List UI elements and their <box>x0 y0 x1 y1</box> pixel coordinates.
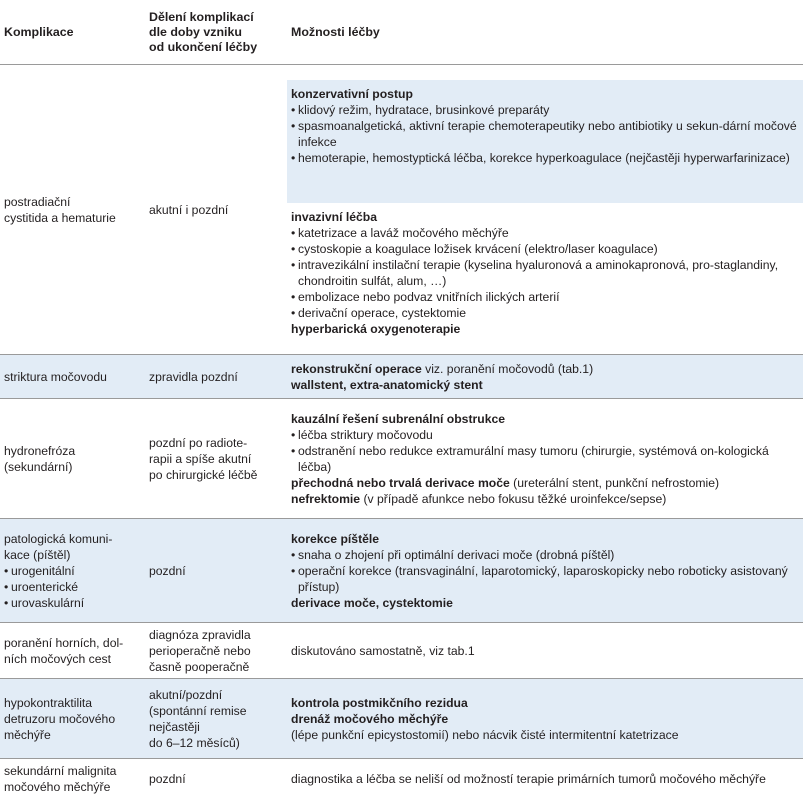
cell-treatment: diagnostika a léčba se neliší od možností terapie primárních tumorů močového měchýře <box>287 759 803 799</box>
header-row <box>0 0 803 65</box>
text-line <box>291 491 799 507</box>
text-line: nejčastěji <box>149 719 200 734</box>
text-normal: (ureterální stent, punkční nefrostomie) <box>509 475 720 490</box>
list-item-text: operační korekce (transvaginální, laparotomický, laparoskopicky nebo roboticky asistovaný přístup) <box>298 563 788 594</box>
text-line: ních močových cest <box>4 651 112 666</box>
cell-timing <box>145 679 287 759</box>
cell-timing: akutní i pozdní <box>145 65 287 355</box>
table-row <box>0 759 803 799</box>
section-title: drenáž močového měchýře <box>291 711 449 726</box>
list-item-text: embolizace nebo podvaz vnitřních ilických arterií <box>298 289 560 304</box>
cell-complication <box>0 65 145 355</box>
bullet-icon: • <box>291 289 296 304</box>
list-item-text: snaha o zhojení při optimální derivaci moče (drobná píštěl) <box>298 547 615 562</box>
text-line: rapii a spíše akutní <box>149 451 252 466</box>
bullet-icon: • <box>291 257 296 272</box>
list-item-text: léčba striktury močovodu <box>298 427 433 442</box>
text-line: do 6–12 měsíců) <box>149 735 240 750</box>
text-line: sekundární malignita <box>4 763 117 778</box>
header-deleni-line: dle doby vzniku <box>149 24 242 39</box>
cell-treatment <box>287 355 803 399</box>
section-title: kauzální řešení subrenální obstrukce <box>291 411 506 426</box>
text-line: (sekundární) <box>4 459 73 474</box>
list-item <box>291 289 799 305</box>
bullet-icon: • <box>291 305 296 320</box>
list-item <box>4 595 141 611</box>
list-item-text: spasmoanalgetická, aktivní terapie chemoterapeutiky nebo antibiotiky u sekun-dární močové infekce <box>298 118 797 149</box>
text-line: poranění horních, dol- <box>4 635 124 650</box>
cell-complication <box>0 623 145 679</box>
cell-complication <box>0 519 145 623</box>
list-item <box>291 241 799 257</box>
text-line: kace (píštěl) <box>4 547 71 562</box>
list-item-text: katetrizace a laváž močového měchýře <box>298 225 509 240</box>
list-item <box>291 225 799 241</box>
table-row <box>0 623 803 679</box>
header-deleni <box>145 0 287 65</box>
bullet-icon: • <box>4 563 9 578</box>
text-line: měchýře <box>4 727 51 742</box>
bullet-icon: • <box>291 563 296 578</box>
header-deleni-line: Dělení komplikací <box>149 9 254 24</box>
list-item-text: hemoterapie, hemostyptická léčba, korekce hyperkoagulace (nejčastěji hyperwarfarinizace) <box>298 150 790 165</box>
section-title: hyperbarická oxygenoterapie <box>291 321 461 336</box>
bullet-icon: • <box>4 595 9 610</box>
text-line: (lépe punkční epicystostomií) nebo nácvik čisté intermitentní katetrizace <box>291 727 679 742</box>
header-komplikace: Komplikace <box>4 24 74 39</box>
text-line: wallstent, extra-anatomický stent <box>291 377 483 392</box>
section-title: invazivní léčba <box>291 209 378 224</box>
header-deleni-line: od ukončení léčby <box>149 39 258 54</box>
table-row <box>0 399 803 519</box>
list-item <box>291 427 799 443</box>
cell-complication: striktura močovodu <box>0 355 145 399</box>
cell-treatment <box>287 399 803 519</box>
cell-timing <box>145 623 287 679</box>
text-line: hypokontraktilita <box>4 695 93 710</box>
cell-complication <box>0 679 145 759</box>
list-item <box>291 547 799 563</box>
list-item-text: urovaskulární <box>11 595 85 610</box>
table-row <box>0 679 803 759</box>
text-normal: (v případě afunkce nebo fokusu těžké uroinfekce/sepse) <box>360 491 667 506</box>
bullet-icon: • <box>291 118 296 133</box>
text-line: močového měchýře <box>4 779 111 794</box>
list-item-text: urogenitální <box>11 563 75 578</box>
list-item <box>291 102 799 118</box>
cell-treatment <box>287 65 803 355</box>
list-item <box>291 118 799 150</box>
cell-treatment: diskutováno samostatně, viz tab.1 <box>287 623 803 679</box>
header-moznosti: Možnosti léčby <box>291 24 380 39</box>
cell-treatment <box>287 519 803 623</box>
text-line: detruzoru močového <box>4 711 116 726</box>
cell-complication <box>0 399 145 519</box>
text-bold: přechodná nebo trvalá derivace moče <box>291 475 510 490</box>
list-item-text: cystoskopie a koagulace ložisek krvácení (elektro/laser koagulace) <box>298 241 658 256</box>
bullet-icon: • <box>4 579 9 594</box>
section-title: derivace moče, cystektomie <box>291 595 453 610</box>
cell-timing: pozdní <box>145 759 287 799</box>
section-title: konzervativní postup <box>291 86 413 101</box>
list-item <box>291 443 799 475</box>
text-line <box>291 475 799 491</box>
bullet-icon: • <box>291 547 296 562</box>
list-item-text: intravezikální instilační terapie (kyselina hyaluronová a aminokapronová, pro-staglandiny, chondroitin sulfát, alum, …) <box>298 257 779 288</box>
cell-treatment <box>287 679 803 759</box>
text-line: akutní/pozdní <box>149 687 223 702</box>
section-title: korekce píštěle <box>291 531 380 546</box>
text-bold: nefrektomie <box>291 491 361 506</box>
list-item <box>4 579 141 595</box>
list-item <box>291 305 799 321</box>
list-item-text: derivační operace, cystektomie <box>298 305 466 320</box>
list-item-text: odstranění nebo redukce extramurální masy tumoru (chirurgie, systémová on-kologická léčba) <box>298 443 769 474</box>
text-bold: rekonstrukční operace <box>291 361 422 376</box>
text-line: diagnóza zpravidla <box>149 627 251 642</box>
text-line: časně pooperačně <box>149 659 250 674</box>
text-line: cystitida a hematurie <box>4 210 116 225</box>
cell-timing <box>145 399 287 519</box>
text-line: perioperačně nebo <box>149 643 251 658</box>
cell-complication <box>0 759 145 799</box>
text-line: hydronefróza <box>4 443 76 458</box>
treatment-block-invasive <box>287 203 803 340</box>
cell-timing: zpravidla pozdní <box>145 355 287 399</box>
bullet-icon: • <box>291 241 296 256</box>
list-item-text: uroenterické <box>11 579 79 594</box>
section-title: kontrola postmikčního rezidua <box>291 695 468 710</box>
cell-timing: pozdní <box>145 519 287 623</box>
bullet-icon: • <box>291 225 296 240</box>
bullet-icon: • <box>291 102 296 117</box>
text-line: po chirurgické léčbě <box>149 467 258 482</box>
bullet-icon: • <box>291 427 296 442</box>
treatment-block-conservative <box>287 80 803 203</box>
list-item <box>291 563 799 595</box>
table-row <box>0 355 803 399</box>
bullet-icon: • <box>291 443 296 458</box>
bullet-icon: • <box>291 150 296 165</box>
text-line <box>291 361 799 377</box>
list-item <box>291 150 799 166</box>
text-line: pozdní po radiote- <box>149 435 248 450</box>
table-row <box>0 519 803 623</box>
text-line: (spontánní remise <box>149 703 247 718</box>
list-item <box>4 563 141 579</box>
text-normal: viz. poranění močovodů (tab.1) <box>421 361 594 376</box>
list-item-text: klidový režim, hydratace, brusinkové preparáty <box>298 102 550 117</box>
table-row <box>0 65 803 355</box>
list-item <box>291 257 799 289</box>
text-line: patologická komuni- <box>4 531 113 546</box>
text-line: postradiační <box>4 194 71 209</box>
